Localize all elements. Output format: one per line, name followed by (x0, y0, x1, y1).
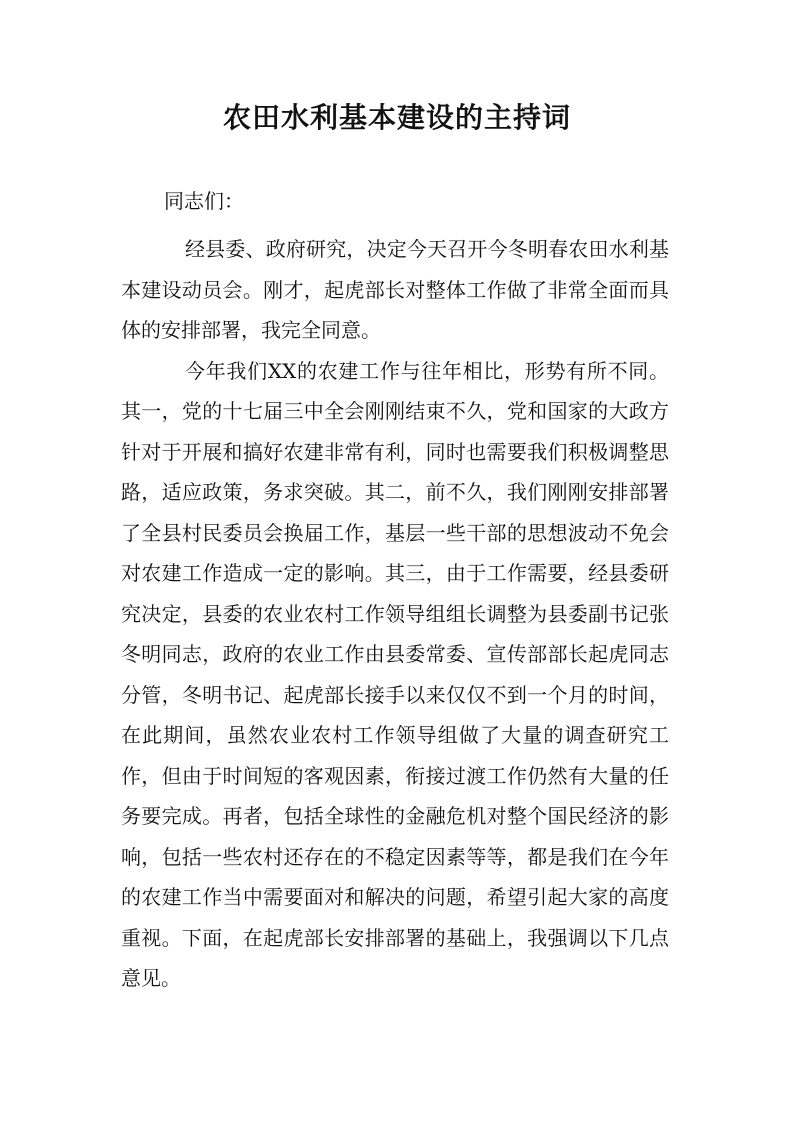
document-body (121, 229, 669, 999)
paragraph-2: 今年我们XX的农建工作与往年相比，形势有所不同。其一，党的十七届三中全会刚刚结束不久，党和国家的大政方针对于开展和搞好农建非常有利，同时也需要我们积极调整思路，适应政策，务求突破。其二，前不久，我们刚刚安排部署了全县村民委员会换届工作，基层一些干部的思想波动不免会对农建工作造成一定的影响。其三，由于工作需要，经县委研究决定，县委的农业农村工作领导组组长调整为县委副书记张冬明同志，政府的农业工作由县委常委、宣传部部长起虎同志分管，冬明书记、起虎部长接手以来仅仅不到一个月的时间，在此期间，虽然农业农村工作领导组做了大量的调查研究工作，但由于时间短的客观因素，衔接过渡工作仍然有大量的任务要完成。再者，包括全球性的金融危机对整个国民经济的影响，包括一些农村还存在的不稳定因素等等，都是我们在今年的农建工作当中需要面对和解决的问题，希望引起大家的高度重视。下面，在起虎部长安排部署的基础上，我强调以下几点意见。 (121, 358, 669, 990)
salutation: 同志们： (164, 189, 244, 213)
document-title: 农田水利基本建设的主持词 (222, 101, 571, 134)
paragraph-1: 经县委、政府研究，决定今天召开今冬明春农田水利基本建设动员会。刚才，起虎部长对整体工作做了非常全面而具体的安排部署，我完全同意。 (121, 237, 669, 342)
